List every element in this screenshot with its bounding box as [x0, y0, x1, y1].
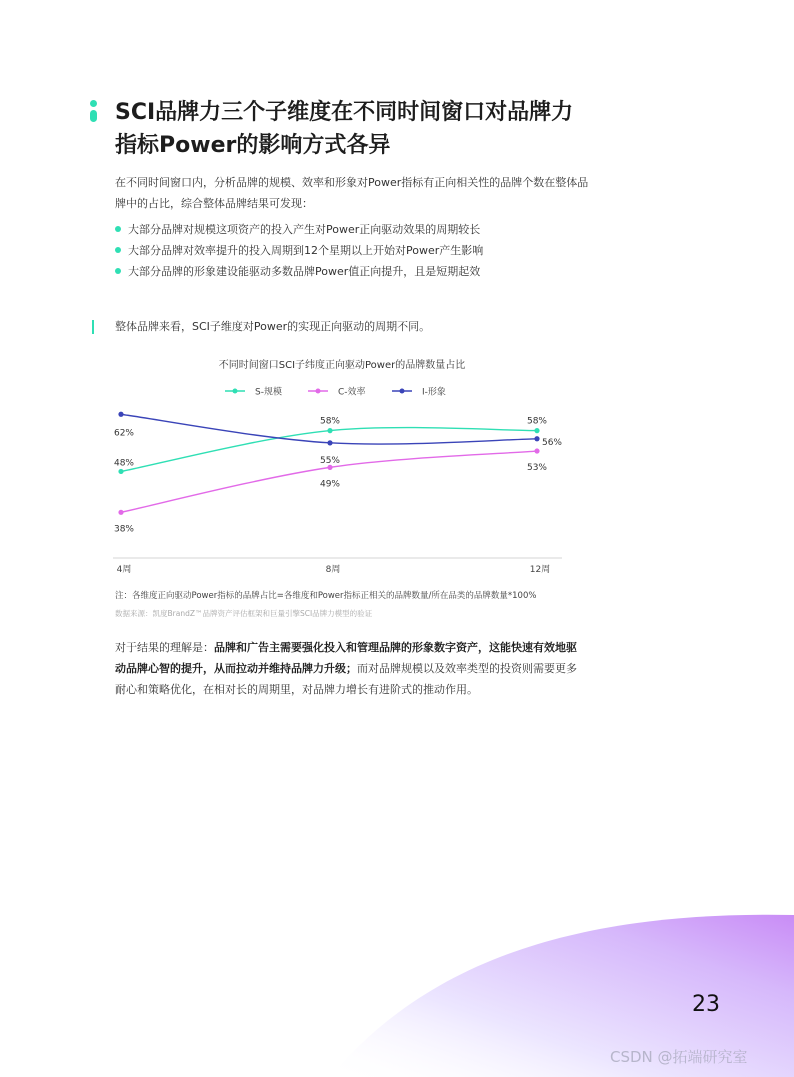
legend-marker: [316, 389, 321, 394]
chart-title: 不同时间窗口SCI子纬度正向驱动Power的品牌数量占比: [218, 360, 466, 371]
data-label: 48%: [113, 458, 135, 469]
data-point: [534, 436, 539, 441]
legend-marker: [233, 389, 238, 394]
conclusion-prefix: 对于结果的理解是：: [115, 641, 214, 654]
data-point: [327, 428, 332, 433]
data-source: 数据来源：凯度BrandZ™品牌资产评估框架和巨量引擎SCI品牌力模型的验证: [115, 609, 373, 618]
list-item-text: 大部分品牌对效率提升的投入周期到12个星期以上开始对Power产生影响: [128, 244, 484, 257]
watermark: CSDN @拓端研究室: [610, 1048, 748, 1066]
data-label: 55%: [319, 455, 341, 466]
data-point: [534, 448, 539, 453]
conclusion-suffix: 而对品牌规模以及效率类型的投资则需要更多耐心和策略优化，在相对长的周期里，对品牌力增长有进阶式的推动作用。: [115, 662, 577, 696]
data-point: [118, 412, 123, 417]
data-point: [534, 428, 539, 433]
data-label: 58%: [526, 416, 548, 427]
legend-label: S-规模: [255, 387, 282, 398]
data-point: [118, 469, 123, 474]
data-point: [327, 440, 332, 445]
data-point: [118, 510, 123, 515]
list-item-text: 大部分品牌的形象建设能驱动多数品牌Power值正向提升，且是短期起效: [128, 265, 481, 278]
intro-paragraph: 在不同时间窗口内，分析品牌的规模、效率和形象对Power指标有正向相关性的品牌个数在整体品牌中的占比，综合整体品牌结果可发现：: [115, 176, 589, 210]
data-label: 58%: [319, 416, 341, 427]
data-label: 38%: [113, 524, 135, 535]
x-tick-label: 4周: [116, 565, 132, 575]
data-label: 62%: [113, 428, 135, 439]
list-item-text: 大部分品牌对规模这项资产的投入产生对Power正向驱动效果的周期较长: [128, 223, 481, 236]
title-line-1: SCI品牌力三个子维度在不同时间窗口对品牌力: [115, 100, 574, 125]
title-line-2: 指标Power的影响方式各异: [115, 133, 391, 158]
legend-label: I-形象: [422, 387, 446, 398]
x-tick-label: 12周: [529, 565, 551, 575]
x-tick-label: 8周: [325, 565, 341, 575]
legend-label: C-效率: [338, 387, 366, 398]
page-number: 23: [692, 992, 720, 1017]
conclusion-paragraph: [115, 637, 585, 700]
section-summary: 整体品牌来看，SCI子维度对Power的实现正向驱动的周期不同。: [115, 320, 431, 333]
chart-note: 注：各维度正向驱动Power指标的品牌占比=各维度和Power指标正相关的品牌数量/所在品类的品牌数量*100%: [115, 591, 537, 601]
conclusion-emphasis: 品牌和广告主需要强化投入和管理品牌的形象数字资产，这能快速有效地驱动品牌心智的提升，从而拉动并维持品牌力升级；: [115, 641, 577, 675]
data-label: 56%: [541, 437, 563, 448]
data-label: 49%: [319, 479, 341, 490]
legend-marker: [400, 389, 405, 394]
data-label: 53%: [526, 463, 548, 474]
